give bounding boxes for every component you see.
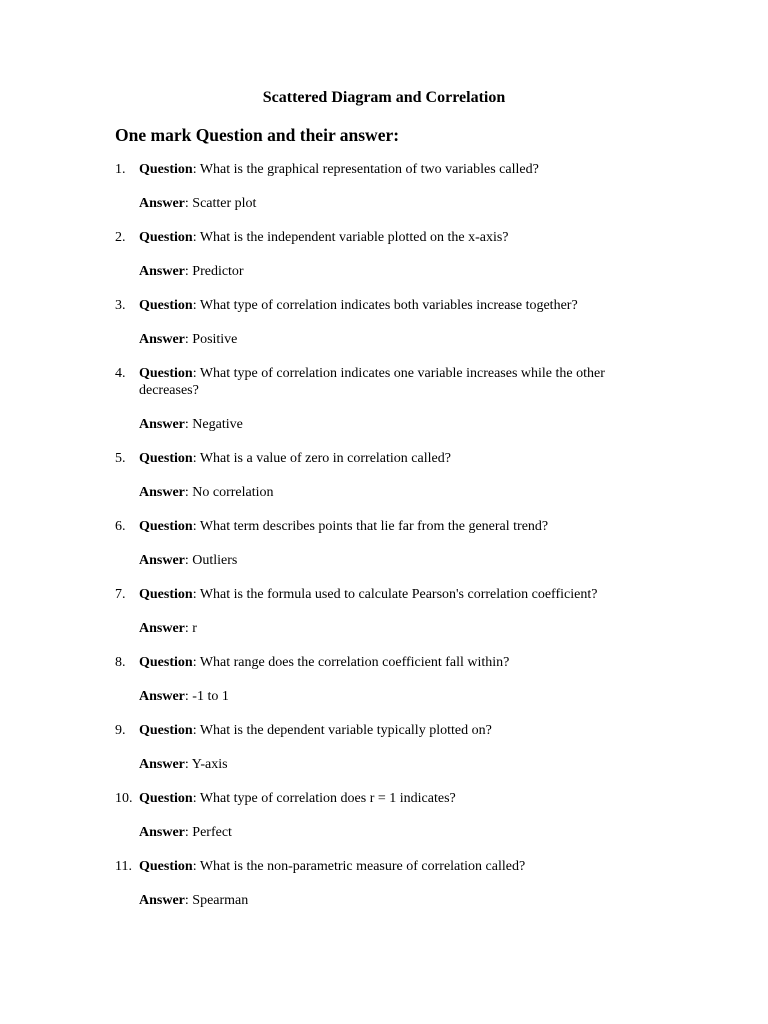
answer-label: Answer xyxy=(139,417,185,432)
question-body: What term describes points that lie far from the general trend? xyxy=(199,519,549,534)
answer-text: Answer: Scatter plot xyxy=(139,196,257,211)
list-item xyxy=(0,722,768,773)
answer-text: Answer: Negative xyxy=(139,417,243,432)
question-body: What range does the correlation coefficient fall within? xyxy=(199,655,510,670)
item-number: 9. xyxy=(115,723,126,738)
answer-text: Answer: No correlation xyxy=(139,485,274,500)
item-number: 7. xyxy=(115,587,126,602)
item-number: 11. xyxy=(115,859,132,874)
question-text: Question: What range does the correlation coefficient fall within? xyxy=(139,655,510,670)
answer-label: Answer xyxy=(139,553,185,568)
question-text: Question: What is the graphical representation of two variables called? xyxy=(139,162,539,177)
item-number: 10. xyxy=(115,791,133,806)
question-body: What type of correlation indicates one variable increases while the other decreases? xyxy=(139,366,605,398)
item-number: 1. xyxy=(115,162,126,177)
answer-body: -1 to 1 xyxy=(192,689,229,704)
list-item xyxy=(0,297,768,348)
list-item xyxy=(0,161,768,212)
answer-label: Answer xyxy=(139,332,185,347)
item-number: 3. xyxy=(115,298,126,313)
page-title: Scattered Diagram and Correlation xyxy=(262,89,506,106)
question-body: What type of correlation does r = 1 indicates? xyxy=(199,791,456,806)
question-text: Question: What is the formula used to calculate Pearson's correlation coefficient? xyxy=(139,587,598,602)
answer-label: Answer xyxy=(139,485,185,500)
answer-text: Answer: Y-axis xyxy=(139,757,228,772)
answer-body: Outliers xyxy=(192,553,238,568)
answer-body: r xyxy=(192,621,197,636)
question-label: Question xyxy=(139,451,193,466)
answer-body: Negative xyxy=(192,417,243,432)
answer-text: Answer: r xyxy=(139,621,197,636)
question-text: Question: What is a value of zero in correlation called? xyxy=(139,451,451,466)
answer-text: Answer: Spearman xyxy=(139,893,249,908)
answer-label: Answer xyxy=(139,825,185,840)
question-body: What is a value of zero in correlation called? xyxy=(199,451,451,466)
answer-label: Answer xyxy=(139,196,185,211)
answer-label: Answer xyxy=(139,893,185,908)
list-item xyxy=(0,654,768,705)
question-text: Question: What is the non-parametric measure of correlation called? xyxy=(139,859,526,874)
answer-text: Answer: Predictor xyxy=(139,264,244,279)
answer-body: Positive xyxy=(192,332,238,347)
answer-body: No correlation xyxy=(192,485,274,500)
question-body: What is the independent variable plotted on the x-axis? xyxy=(199,230,509,245)
answer-text: Answer: Outliers xyxy=(139,553,238,568)
list-item xyxy=(0,518,768,569)
answer-body: Spearman xyxy=(192,893,249,908)
list-item xyxy=(0,229,768,280)
list-item xyxy=(0,450,768,501)
item-number: 8. xyxy=(115,655,126,670)
answer-text: Answer: Positive xyxy=(139,332,238,347)
answer-label: Answer xyxy=(139,757,185,772)
list-item xyxy=(0,365,768,433)
question-label: Question xyxy=(139,723,193,738)
question-body: What is the formula used to calculate Pearson's correlation coefficient? xyxy=(199,587,598,602)
item-number: 4. xyxy=(115,366,126,381)
question-body: What is the non-parametric measure of correlation called? xyxy=(199,859,526,874)
answer-body: Perfect xyxy=(192,825,232,840)
section-heading: One mark Question and their answer: xyxy=(115,125,400,145)
question-body: What is the graphical representation of two variables called? xyxy=(199,162,539,177)
question-body: What is the dependent variable typically plotted on? xyxy=(199,723,492,738)
question-label: Question xyxy=(139,366,193,381)
item-number: 2. xyxy=(115,230,126,245)
question-label: Question xyxy=(139,519,193,534)
qa-list xyxy=(0,161,768,926)
item-number: 6. xyxy=(115,519,126,534)
question-label: Question xyxy=(139,230,193,245)
question-text: Question: What type of correlation does r = 1 indicates? xyxy=(139,791,456,806)
answer-body: Scatter plot xyxy=(192,196,257,211)
list-item xyxy=(0,858,768,909)
question-label: Question xyxy=(139,655,193,670)
question-label: Question xyxy=(139,162,193,177)
question-label: Question xyxy=(139,791,193,806)
question-text: Question: What term describes points that lie far from the general trend? xyxy=(139,519,549,534)
answer-body: Y-axis xyxy=(191,757,228,772)
answer-body: Predictor xyxy=(192,264,244,279)
question-text: Question: What is the dependent variable typically plotted on? xyxy=(139,723,492,738)
answer-label: Answer xyxy=(139,689,185,704)
question-text: Question: What is the independent variable plotted on the x-axis? xyxy=(139,230,509,245)
item-number: 5. xyxy=(115,451,126,466)
list-item xyxy=(0,586,768,637)
answer-label: Answer xyxy=(139,621,185,636)
question-text: Question: What type of correlation indicates both variables increase together? xyxy=(139,298,578,313)
question-label: Question xyxy=(139,587,193,602)
question-label: Question xyxy=(139,298,193,313)
answer-text: Answer: -1 to 1 xyxy=(139,689,229,704)
answer-label: Answer xyxy=(139,264,185,279)
answer-text: Answer: Perfect xyxy=(139,825,232,840)
question-label: Question xyxy=(139,859,193,874)
question-text: Question: What type of correlation indicates one variable increases while the other decreases? xyxy=(139,366,605,398)
list-item xyxy=(0,790,768,841)
question-body: What type of correlation indicates both variables increase together? xyxy=(199,298,578,313)
